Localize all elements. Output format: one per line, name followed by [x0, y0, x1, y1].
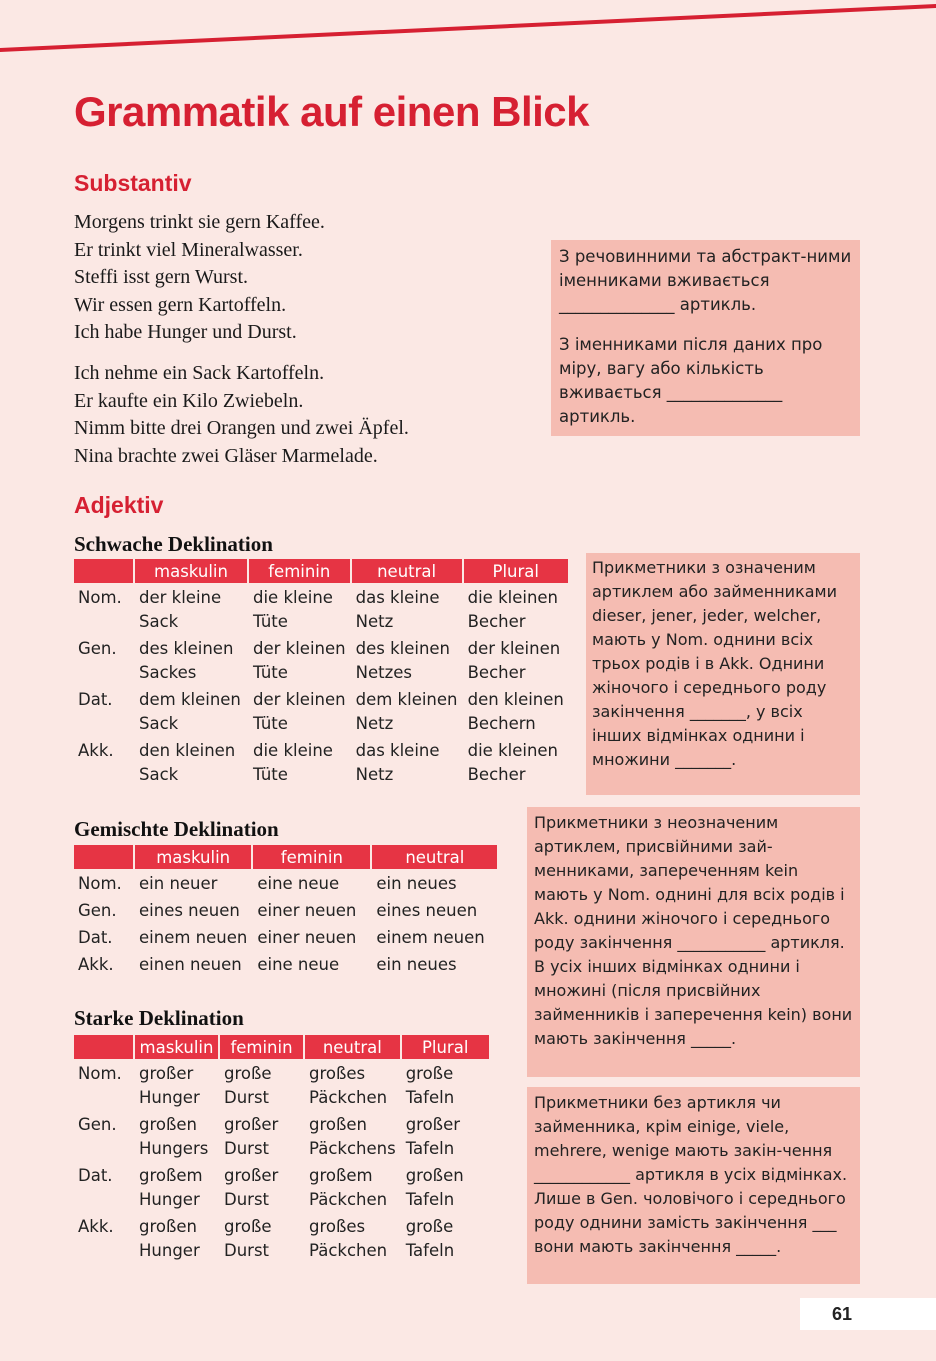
example-sentence: Ich nehme ein Sack Kartoffeln. [74, 362, 325, 384]
page-number: 61 [800, 1298, 936, 1330]
table-header-row [74, 559, 568, 583]
table-cell: die kleinen Becher [467, 741, 559, 784]
table-header-empty [74, 845, 133, 869]
table-cell: großem Päckchen [309, 1166, 388, 1209]
table-cell: der kleinen Becher [467, 639, 561, 682]
table-cell: die kleine Tüte [253, 741, 333, 784]
table-cell: ein neues [376, 955, 457, 974]
example-sentences-1 [74, 209, 325, 347]
declension-table-schwach [72, 559, 570, 787]
table-row [74, 1161, 489, 1212]
table-row [74, 1059, 489, 1110]
table-cell: dem kleinen Sack [139, 690, 241, 733]
column-header: Plural [402, 1035, 489, 1059]
example-sentence: Nina brachte zwei Gläser Marmelade. [74, 444, 378, 467]
table-header-row [74, 845, 497, 869]
column-header: feminin [249, 559, 350, 583]
table-cell: großen Hunger [139, 1217, 200, 1260]
case-label: Nom. [78, 874, 122, 893]
table-row [74, 1110, 489, 1161]
case-label: Gen. [78, 1115, 117, 1134]
table-cell: einem neuen [376, 928, 485, 947]
table-cell: eine neue [257, 955, 340, 974]
table-cell: großer Durst [224, 1166, 279, 1209]
table-cell: einer neuen [257, 928, 357, 947]
column-header: neutral [372, 845, 497, 869]
case-label: Akk. [78, 955, 114, 974]
table-row [74, 736, 568, 787]
case-label: Dat. [78, 1166, 113, 1185]
table-cell: große Tafeln [405, 1217, 455, 1260]
note-text: Прикметники з означеним артиклем або займенниками dieser, jener, jeder, welcher, мають у Nom. однини всіх трьох родів і в Akk. Однини жіночого і середнього роду закінчення _______, у всіх інших відмінках однини і множини _______. [592, 558, 837, 769]
table-cell: eines neuen [139, 901, 240, 920]
table-cell: der kleinen Tüte [253, 690, 346, 733]
table-header-empty [74, 559, 133, 583]
note-text: З іменниками після даних про міру, вагу або кількість вживається ______________ артикль. [559, 335, 823, 426]
table-cell: großen Päckchens [309, 1115, 396, 1158]
column-header: neutral [305, 1035, 400, 1059]
section-heading-substantiv: Substantiv [74, 170, 192, 196]
note-box-schwach [586, 553, 860, 795]
section-heading-adjektiv: Adjektiv [74, 492, 164, 518]
table-row [74, 634, 568, 685]
table-header-empty [74, 1035, 133, 1059]
table-cell: großer Durst [224, 1115, 279, 1158]
example-sentence: Nimm bitte drei Orangen und zwei Äpfel. [74, 417, 409, 439]
table-cell: große Tafeln [405, 1064, 455, 1107]
table-title-schwach: Schwache Deklination [74, 532, 273, 556]
table-cell: großem Hunger [139, 1166, 203, 1209]
table-cell: der kleinen Tüte [253, 639, 346, 682]
column-header: Plural [464, 559, 568, 583]
table-title-stark: Starke Deklination [74, 1006, 244, 1030]
note-text: З речовинними та абстракт-ними іменниками вживається ______________ артикль. [559, 247, 852, 314]
table-cell: einem neuen [139, 928, 248, 947]
table-row [74, 923, 497, 950]
example-sentences-2 [74, 360, 409, 470]
case-label: Nom. [78, 588, 122, 607]
table-cell: große Durst [224, 1064, 272, 1107]
page-title: Grammatik auf einen Blick [74, 88, 590, 135]
note-box-gemischt [527, 807, 860, 1077]
case-label: Nom. [78, 1064, 122, 1083]
declension-table-gemischt [72, 845, 499, 977]
example-sentence: Morgens trinkt sie gern Kaffee. [74, 211, 325, 233]
note-text: Прикметники з неозначеним артиклем, присвійними зай-менниками, запереченням kein мають у Nom. однині для всіх родів і Akk. однини жіночого і середнього роду закінчення ___________ артикля. В усіх інших відмінках однини і множині (після присвійних займенників і заперечення kein) вони мають закінчення _____. [534, 813, 853, 1048]
note-text: Прикметники без артикля чи займенника, крім einige, viele, mehrere, wenige мають закін-чення ____________ артикля в усіх відмінках. Лише в Gen. чоловічого і середнього роду однини замість закінчення ___ вони мають закінчення _____. [534, 1093, 848, 1256]
table-cell: eines neuen [376, 901, 478, 920]
example-sentence: Er kaufte ein Kilo Zwiebeln. [74, 389, 304, 412]
note-box-stark [527, 1087, 860, 1284]
table-title-gemischt: Gemischte Deklination [74, 817, 279, 841]
table-cell: die kleine Tüte [253, 588, 333, 631]
table-cell: großen Tafeln [405, 1166, 464, 1209]
example-sentence: Er trinkt viel Mineralwasser. [74, 238, 303, 261]
column-header: maskulin [135, 1035, 218, 1059]
table-row [74, 950, 497, 977]
case-label: Akk. [78, 1217, 114, 1236]
column-header: maskulin [135, 845, 251, 869]
table-cell: eine neue [257, 874, 340, 893]
case-label: Gen. [78, 639, 117, 658]
table-cell: große Durst [224, 1217, 272, 1260]
column-header: neutral [352, 559, 462, 583]
table-cell: großes Päckchen [309, 1217, 388, 1260]
table-cell: den kleinen Sack [139, 741, 236, 784]
column-header: maskulin [135, 559, 247, 583]
column-header: feminin [220, 1035, 303, 1059]
case-label: Gen. [78, 901, 117, 920]
example-sentence: Ich habe Hunger und Durst. [74, 321, 297, 343]
table-cell: großes Päckchen [309, 1064, 388, 1107]
top-decorative-line [0, 0, 936, 60]
table-cell: dem kleinen Netz [355, 690, 458, 733]
table-cell: großer Tafeln [405, 1115, 461, 1158]
table-cell: das kleine Netz [355, 588, 440, 631]
table-cell: einen neuen [139, 955, 242, 974]
table-cell: großen Hungers [139, 1115, 209, 1158]
example-sentence: Steffi isst gern Wurst. [74, 266, 249, 288]
table-cell: großer Hunger [139, 1064, 200, 1107]
column-header: feminin [253, 845, 370, 869]
table-cell: das kleine Netz [355, 741, 440, 784]
table-cell: ein neuer [139, 874, 218, 893]
table-cell: die kleinen Becher [467, 588, 559, 631]
case-label: Dat. [78, 690, 113, 709]
table-cell: ein neues [376, 874, 457, 893]
table-cell: der kleine Sack [139, 588, 222, 631]
table-row [74, 869, 497, 896]
note-box-substantiv [551, 240, 860, 436]
table-row [74, 583, 568, 634]
table-cell: den kleinen Bechern [467, 690, 564, 733]
case-label: Dat. [78, 928, 113, 947]
table-header-row [74, 1035, 489, 1059]
table-row [74, 896, 497, 923]
table-cell: des kleinen Sackes [139, 639, 234, 682]
example-sentence: Wir essen gern Kartoffeln. [74, 293, 287, 316]
case-label: Akk. [78, 741, 114, 760]
table-row [74, 1212, 489, 1263]
table-row [74, 685, 568, 736]
declension-table-stark [72, 1035, 491, 1263]
table-cell: des kleinen Netzes [355, 639, 451, 682]
table-cell: einer neuen [257, 901, 357, 920]
